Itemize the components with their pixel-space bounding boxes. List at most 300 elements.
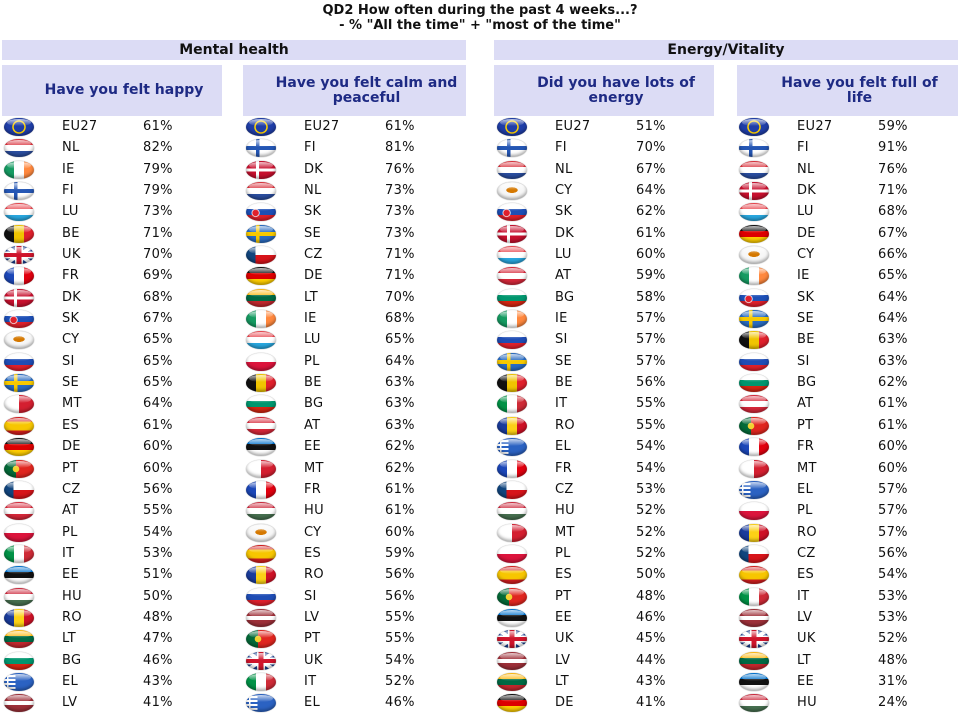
table-row [737,159,960,180]
percentage-value: 57% [878,481,908,497]
table-row [495,180,719,201]
percentage-value: 79% [143,183,173,199]
percentage-value: 52% [878,631,908,647]
country-code: NL [304,183,322,199]
section-header-energy-vitality: Energy/Vitality [494,40,958,60]
country-code: EU27 [62,119,98,134]
flag-icon-es [246,545,276,563]
country-code: LV [555,652,571,668]
flag-icon-mt [497,524,527,542]
country-code: FR [62,268,80,284]
table-row [244,650,468,671]
flag-icon-pl [497,545,527,563]
flag-icon-ro [497,417,527,435]
country-code: PL [797,503,813,519]
percentage-value: 64% [878,289,908,305]
column-header-energy [494,65,714,116]
flag-icon-fi [4,182,34,200]
flag-icon-eu27 [739,118,769,136]
table-row [2,458,226,479]
table-row [244,564,468,585]
flag-icon-es [497,566,527,584]
percentage-value: 62% [878,375,908,391]
column-header-calm [243,65,466,116]
country-code: PT [62,460,79,476]
table-row [495,244,719,265]
country-code: SE [555,353,573,369]
percentage-value: 60% [143,460,173,476]
table-row [2,564,226,585]
flag-icon-eu27 [246,118,276,136]
country-code: LV [304,609,320,625]
country-code: HU [797,695,817,711]
flag-icon-it [246,673,276,691]
country-code: FR [304,481,322,497]
percentage-value: 57% [636,353,666,369]
table-row [244,308,468,329]
table-row [495,201,719,222]
table-row [495,415,719,436]
country-code: PL [62,524,78,540]
table-row [244,116,468,137]
flag-icon-se [246,225,276,243]
percentage-value: 43% [143,673,173,689]
country-code: LU [555,247,572,263]
table-row [737,650,960,671]
column-header-energy-text: Did you have lots of energy [537,74,695,106]
column-header-happy [2,65,222,116]
table-row [2,244,226,265]
flag-icon-lt [497,673,527,691]
country-code: PT [797,417,814,433]
percentage-value: 76% [385,161,415,177]
table-row [737,671,960,692]
country-code: CY [555,183,573,199]
country-code: CZ [555,481,574,497]
table-row [495,308,719,329]
table-row [737,265,960,286]
percentage-value: 69% [143,268,173,284]
percentage-value: 65% [385,332,415,348]
country-code: DE [304,268,323,284]
flag-icon-si [739,353,769,371]
percentage-value: 61% [878,396,908,412]
country-code: PL [555,545,571,561]
table-row [244,265,468,286]
flag-icon-cz [739,545,769,563]
country-code: AT [62,503,79,519]
table-row [2,223,226,244]
country-code: AT [304,417,321,433]
flag-icon-sk [4,310,34,328]
flag-icon-fi [739,139,769,157]
country-code: LT [304,289,318,305]
flag-icon-uk [4,246,34,264]
percentage-value: 57% [636,311,666,327]
flag-icon-fr [497,460,527,478]
country-code: LU [304,332,321,348]
country-code: MT [555,524,575,540]
country-code: HU [62,588,82,604]
column-happy [2,116,226,714]
flag-icon-ie [246,310,276,328]
percentage-value: 55% [385,609,415,625]
country-code: PT [304,631,321,647]
table-row [244,159,468,180]
table-row [2,522,226,543]
country-code: DK [555,225,575,241]
table-row [737,692,960,713]
percentage-value: 56% [878,545,908,561]
table-row [244,329,468,350]
table-row [2,543,226,564]
percentage-value: 51% [143,567,173,583]
table-row [244,543,468,564]
country-code: EU27 [555,119,591,134]
flag-icon-bg [497,289,527,307]
flag-icon-ee [4,566,34,584]
table-row [495,628,719,649]
table-row [495,159,719,180]
flag-icon-fr [4,267,34,285]
title-line-2: - % "All the time" + "most of the time" [339,18,621,33]
flag-icon-el [497,438,527,456]
percentage-value: 65% [143,353,173,369]
percentage-value: 73% [385,225,415,241]
flag-icon-lv [497,652,527,670]
flag-icon-hu [739,694,769,712]
table-row [2,201,226,222]
percentage-value: 62% [636,204,666,220]
table-row [244,479,468,500]
percentage-value: 54% [636,439,666,455]
percentage-value: 54% [636,460,666,476]
percentage-value: 53% [878,609,908,625]
percentage-value: 62% [385,460,415,476]
country-code: DE [555,695,574,711]
flag-icon-sk [739,289,769,307]
country-code: BG [304,396,324,412]
percentage-value: 51% [636,119,666,134]
country-code: FI [797,140,809,156]
percentage-value: 91% [878,140,908,156]
percentage-value: 53% [636,481,666,497]
percentage-value: 61% [878,417,908,433]
country-code: IE [797,268,810,284]
percentage-value: 56% [636,375,666,391]
percentage-value: 63% [385,396,415,412]
flag-icon-pt [739,417,769,435]
country-code: SI [62,353,75,369]
country-code: HU [555,503,575,519]
flag-icon-nl [739,161,769,179]
flag-icon-eu27 [497,118,527,136]
flag-icon-eu27 [4,118,34,136]
flag-icon-pl [4,524,34,542]
flag-icon-pt [246,630,276,648]
percentage-value: 50% [636,567,666,583]
percentage-value: 64% [385,353,415,369]
flag-icon-es [739,566,769,584]
table-row [737,393,960,414]
table-row [737,564,960,585]
table-row [737,180,960,201]
percentage-value: 73% [385,183,415,199]
percentage-value: 73% [385,204,415,220]
country-code: EE [797,673,815,689]
country-code: SE [797,311,815,327]
flag-icon-hu [246,502,276,520]
country-code: BG [62,652,82,668]
table-row [737,458,960,479]
country-code: SK [62,311,80,327]
country-code: ES [304,545,322,561]
percentage-value: 54% [878,567,908,583]
percentage-value: 71% [385,247,415,263]
table-row [244,223,468,244]
percentage-value: 61% [636,225,666,241]
table-row [737,137,960,158]
table-row [737,116,960,137]
flag-icon-cz [497,481,527,499]
flag-icon-at [739,395,769,413]
country-code: LV [62,695,78,711]
table-row [2,265,226,286]
percentage-value: 61% [385,481,415,497]
percentage-value: 60% [878,439,908,455]
flag-icon-pl [246,353,276,371]
country-code: SI [555,332,568,348]
country-code: SI [797,353,810,369]
percentage-value: 73% [143,204,173,220]
country-code: FR [797,439,815,455]
percentage-value: 70% [636,140,666,156]
country-code: BE [304,375,322,391]
percentage-value: 53% [878,588,908,604]
country-code: FI [62,183,74,199]
flag-icon-fi [497,139,527,157]
table-row [495,287,719,308]
percentage-value: 65% [143,332,173,348]
table-row [2,479,226,500]
country-code: EL [555,439,572,455]
percentage-value: 76% [878,161,908,177]
table-row [495,607,719,628]
percentage-value: 71% [878,183,908,199]
flag-icon-lt [739,652,769,670]
table-row [737,287,960,308]
percentage-value: 54% [385,652,415,668]
flag-icon-ro [246,566,276,584]
percentage-value: 56% [143,481,173,497]
table-row [2,393,226,414]
percentage-value: 56% [385,567,415,583]
country-code: LU [797,204,814,220]
percentage-value: 67% [878,225,908,241]
flag-icon-lu [246,331,276,349]
percentage-value: 59% [636,268,666,284]
flag-icon-cy [497,182,527,200]
table-row [495,351,719,372]
percentage-value: 46% [636,609,666,625]
flag-icon-lv [4,694,34,712]
column-calm [244,116,468,714]
flag-icon-ie [497,310,527,328]
country-code: ES [62,417,80,433]
flag-icon-de [497,694,527,712]
table-row [495,372,719,393]
table-row [2,500,226,521]
country-code: LT [797,652,811,668]
table-row [737,308,960,329]
percentage-value: 57% [878,503,908,519]
table-row [244,415,468,436]
flag-icon-el [246,694,276,712]
flag-icon-dk [4,289,34,307]
flag-icon-be [739,331,769,349]
flag-icon-se [4,374,34,392]
flag-icon-cz [4,481,34,499]
table-row [495,116,719,137]
country-code: RO [62,609,82,625]
percentage-value: 63% [385,375,415,391]
flag-icon-cy [4,331,34,349]
percentage-value: 70% [143,247,173,263]
table-row [495,564,719,585]
percentage-value: 62% [385,439,415,455]
percentage-value: 43% [636,673,666,689]
percentage-value: 50% [143,588,173,604]
percentage-value: 47% [143,631,173,647]
country-code: MT [304,460,324,476]
table-row [244,137,468,158]
column-header-happy-text: Have you felt happy [44,82,204,98]
table-row [2,628,226,649]
flag-icon-se [739,310,769,328]
country-code: NL [797,161,815,177]
table-row [495,223,719,244]
flag-icon-el [4,673,34,691]
flag-icon-be [4,225,34,243]
country-code: UK [797,631,816,647]
table-row [2,351,226,372]
table-row [244,201,468,222]
percentage-value: 65% [143,375,173,391]
flag-icon-pt [497,588,527,606]
flag-icon-lu [739,203,769,221]
country-code: DK [797,183,817,199]
percentage-value: 63% [878,353,908,369]
percentage-value: 55% [385,631,415,647]
flag-icon-at [4,502,34,520]
table-row [495,671,719,692]
table-row [244,287,468,308]
percentage-value: 67% [143,311,173,327]
table-row [244,692,468,713]
country-code: FI [304,140,316,156]
percentage-value: 67% [636,161,666,177]
table-row [2,159,226,180]
flag-icon-lt [4,630,34,648]
table-row [2,436,226,457]
flag-icon-si [497,331,527,349]
percentage-value: 63% [878,332,908,348]
country-code: ES [797,567,815,583]
country-code: BE [62,225,80,241]
country-code: UK [555,631,574,647]
flag-icon-si [4,353,34,371]
country-code: IT [555,396,568,412]
table-row [737,351,960,372]
table-row [244,372,468,393]
percentage-value: 55% [143,503,173,519]
table-row [244,351,468,372]
percentage-value: 53% [143,545,173,561]
table-row [737,586,960,607]
table-row [244,628,468,649]
table-row [737,436,960,457]
table-row [2,586,226,607]
flag-icon-dk [497,225,527,243]
flag-icon-de [246,267,276,285]
percentage-value: 52% [636,545,666,561]
flag-icon-lv [739,609,769,627]
table-row [2,137,226,158]
table-row [737,415,960,436]
country-code: BG [797,375,817,391]
country-code: FR [555,460,573,476]
country-code: AT [555,268,572,284]
country-code: CY [797,247,815,263]
table-row [2,415,226,436]
flag-icon-mt [739,460,769,478]
percentage-value: 70% [385,289,415,305]
country-code: IE [555,311,568,327]
percentage-value: 68% [143,289,173,305]
percentage-value: 59% [385,545,415,561]
flag-icon-be [246,374,276,392]
table-row [737,500,960,521]
country-code: DK [304,161,324,177]
percentage-value: 48% [878,652,908,668]
percentage-value: 64% [636,183,666,199]
table-row [244,393,468,414]
country-code: MT [797,460,817,476]
country-code: LT [555,673,569,689]
table-row [2,372,226,393]
country-code: CZ [62,481,81,497]
flag-icon-fr [739,438,769,456]
table-row [495,522,719,543]
section-header-mental-health: Mental health [2,40,466,60]
percentage-value: 58% [636,289,666,305]
percentage-value: 63% [385,417,415,433]
country-code: AT [797,396,814,412]
table-row [737,607,960,628]
country-code: CY [304,524,322,540]
table-row [2,607,226,628]
table-row [2,116,226,137]
flag-icon-ee [246,438,276,456]
table-row [244,180,468,201]
table-row [495,265,719,286]
table-row [244,244,468,265]
flag-icon-hu [4,588,34,606]
table-row [495,500,719,521]
country-code: NL [555,161,573,177]
table-row [495,650,719,671]
flag-icon-ie [4,161,34,179]
